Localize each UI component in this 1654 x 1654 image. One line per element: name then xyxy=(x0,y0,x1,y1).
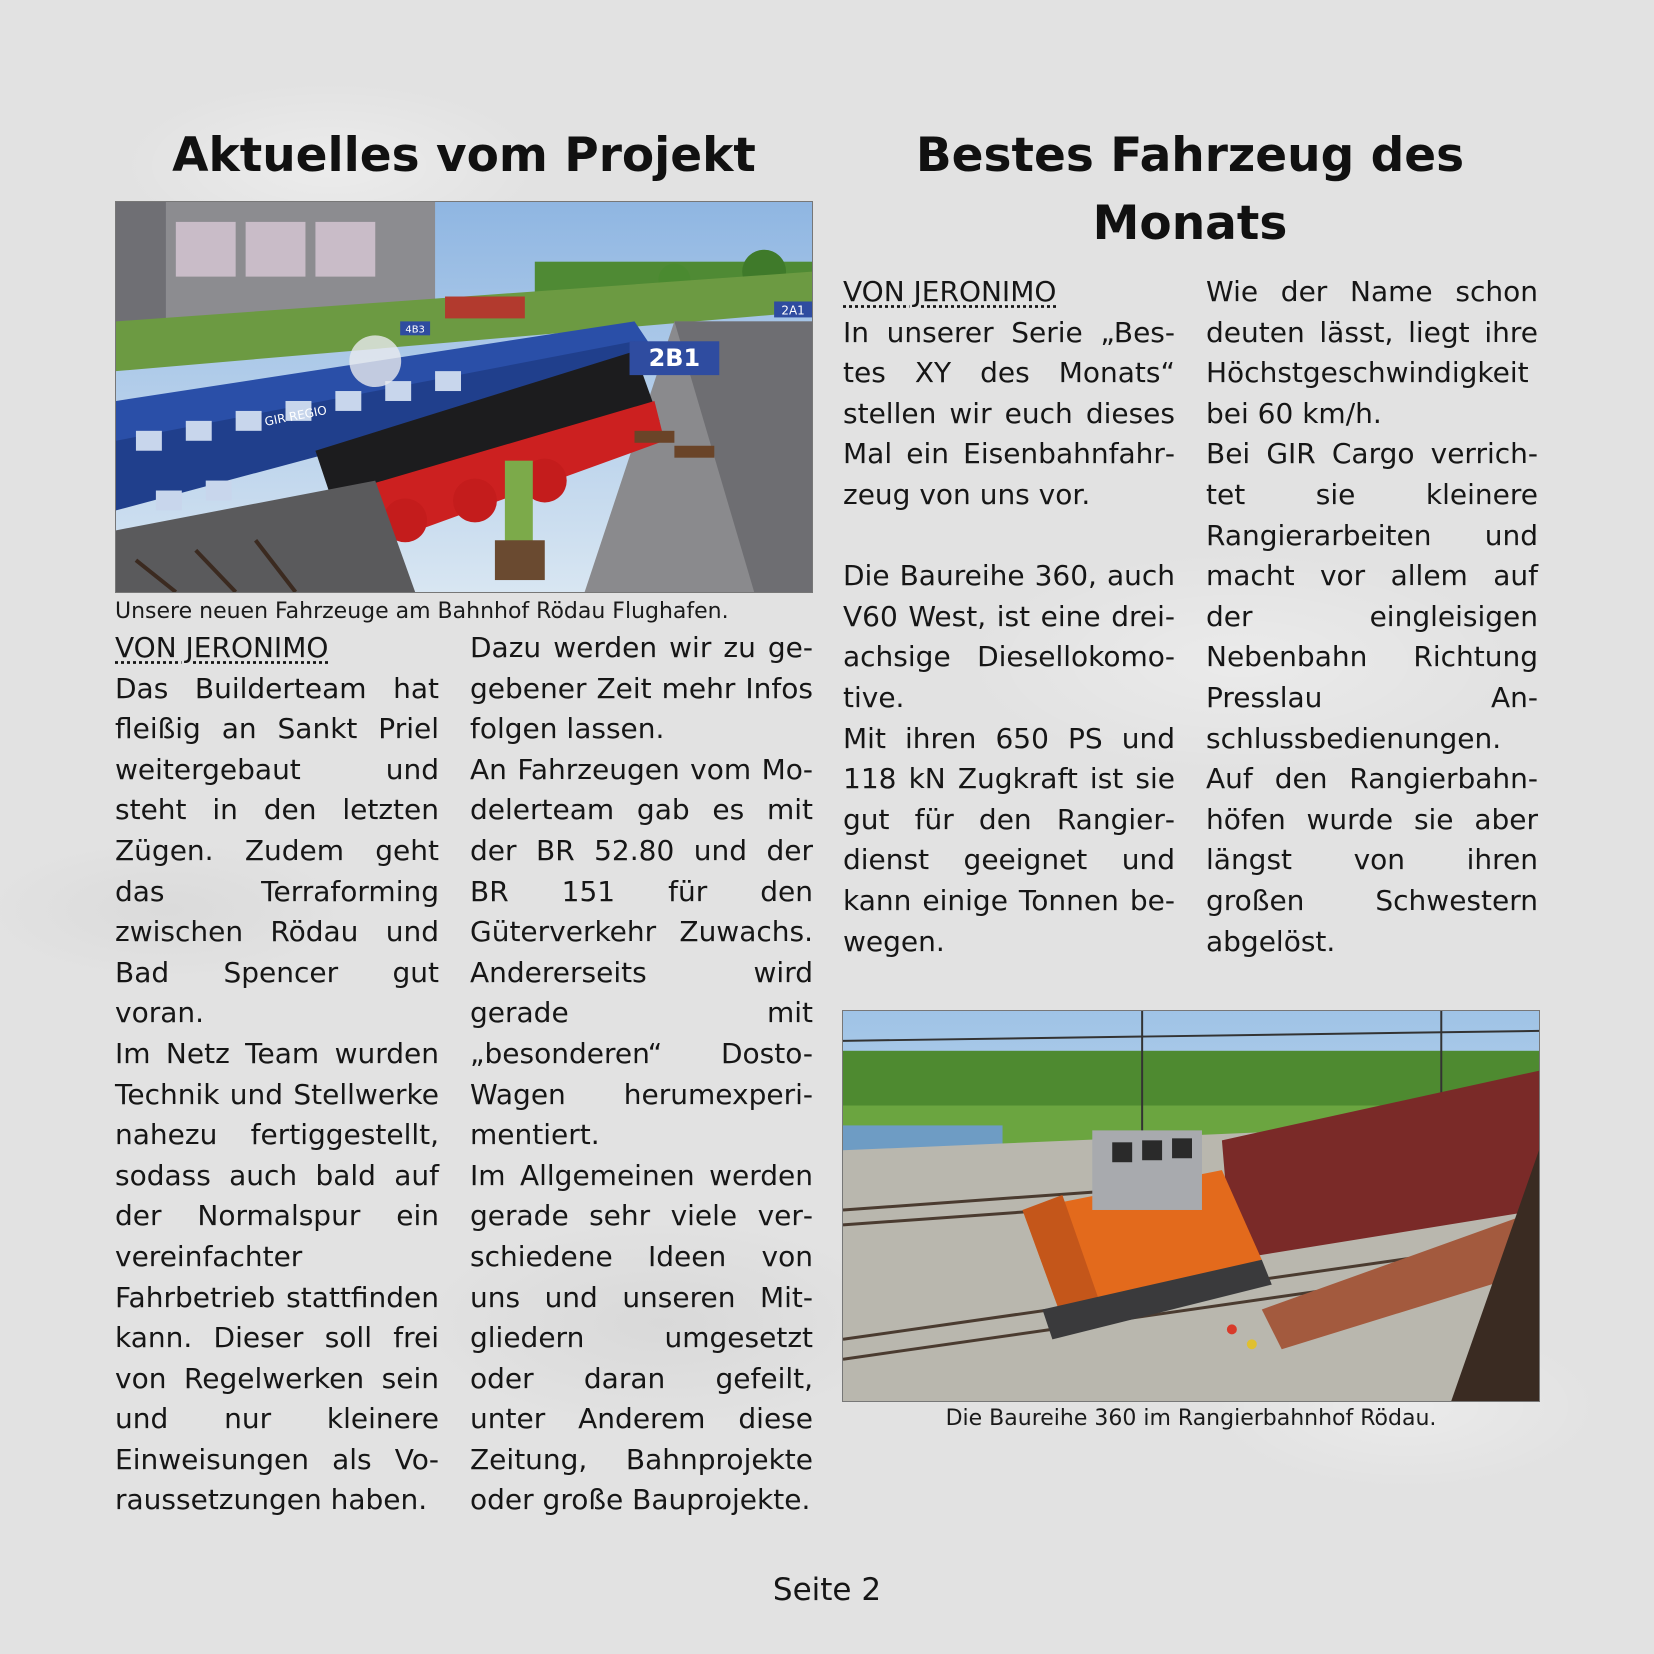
right-col1-paragraph: Die Baureihe 360, auch V60 West, ist eine dreiachsige Diesellokomotive. xyxy=(843,559,1175,714)
left-article-column-1 xyxy=(115,628,439,1521)
right-col2-paragraph: Auf den Rangierbahnhöfen wurde sie aber längst von ihren großen Schwestern abgelöst. xyxy=(1206,762,1538,958)
right-col1-paragraph: In unserer Serie „Bestes XY des Monats“ stellen wir euch dieses Mal ein Eisenbahnfahrzeug von uns vor. xyxy=(843,315,1175,511)
left-col1-paragraph: Im Netz Team wurden Technik und Stellwerke nahezu fertiggestellt, sodass auch bald auf der Normalspur ein vereinfachter Fahrbetrieb stattfinden kann. Dieser soll frei von Regelwerken sein und nur kleinere Einweisungen als Voraussetzungen haben. xyxy=(115,1036,439,1517)
right-article-heading: Bestes Fahrzeug des Monats xyxy=(915,128,1465,251)
left-article-byline: VON JERONIMO xyxy=(115,631,329,664)
paragraph-spacer xyxy=(843,516,1175,557)
left-col2-paragraph: Im Allgemeinen werden gerade sehr viele verschiedene Ideen von uns und unseren Mitgliedern umgesetzt oder daran gefeilt, unter Anderem diese Zeitung, Bahnprojekte oder große Bauprojekte. xyxy=(470,1158,813,1517)
locomotive-photo xyxy=(842,1010,1540,1402)
station-photo xyxy=(115,201,813,593)
right-article-byline: VON JERONIMO xyxy=(843,275,1057,308)
left-col2-paragraph: Dazu werden wir zu gegebener Zeit mehr Infos folgen lassen. xyxy=(470,631,813,746)
svg-text:4B3: 4B3 xyxy=(405,324,425,336)
station-photo-caption: Unsere neuen Fahrzeuge am Bahnhof Rödau Flughafen. xyxy=(115,599,729,624)
right-col2-paragraph: Bei GIR Cargo verrichtet sie kleinere Rangierarbeiten und macht vor allem auf der eingleisigen Nebenbahn Richtung Presslau Anschlussbedienungen. xyxy=(1206,437,1538,755)
right-article-column-1 xyxy=(843,272,1175,962)
left-article-column-2 xyxy=(470,628,813,1521)
left-col1-paragraph: Das Builderteam hat fleißig an Sankt Priel weitergebaut und steht in den letzten Zügen. Zudem geht das Terraforming zwischen Rödau und Bad Spencer gut voran. xyxy=(115,671,439,1030)
locomotive-photo-caption: Die Baureihe 360 im Rangierbahnhof Rödau. xyxy=(945,1406,1437,1431)
svg-text:2A1: 2A1 xyxy=(781,303,805,318)
right-col1-paragraph: Mit ihren 650 PS und 118 kN Zugkraft ist sie gut für den Rangierdienst geeignet und kann einige Tonnen bewegen. xyxy=(843,721,1175,958)
right-col2-paragraph: Wie der Name schon deuten lässt, liegt ihre Höchstgeschwindigkeit bei 60 km/h. xyxy=(1206,275,1538,430)
left-article-heading: Aktuelles vom Projekt xyxy=(172,128,756,183)
right-article-column-2 xyxy=(1206,272,1538,962)
page-number: Seite 2 xyxy=(772,1572,882,1608)
svg-text:2B1: 2B1 xyxy=(648,344,701,373)
left-col2-paragraph: An Fahrzeugen vom Modelerteam gab es mit der BR 52.80 und der BR 151 für den Güterverkehr Zuwachs. Andererseits wird gerade mit „besonderen“ Dosto-Wagen herumexperimentiert. xyxy=(470,752,813,1152)
svg-text:GIR REGIO: GIR REGIO xyxy=(263,403,328,429)
